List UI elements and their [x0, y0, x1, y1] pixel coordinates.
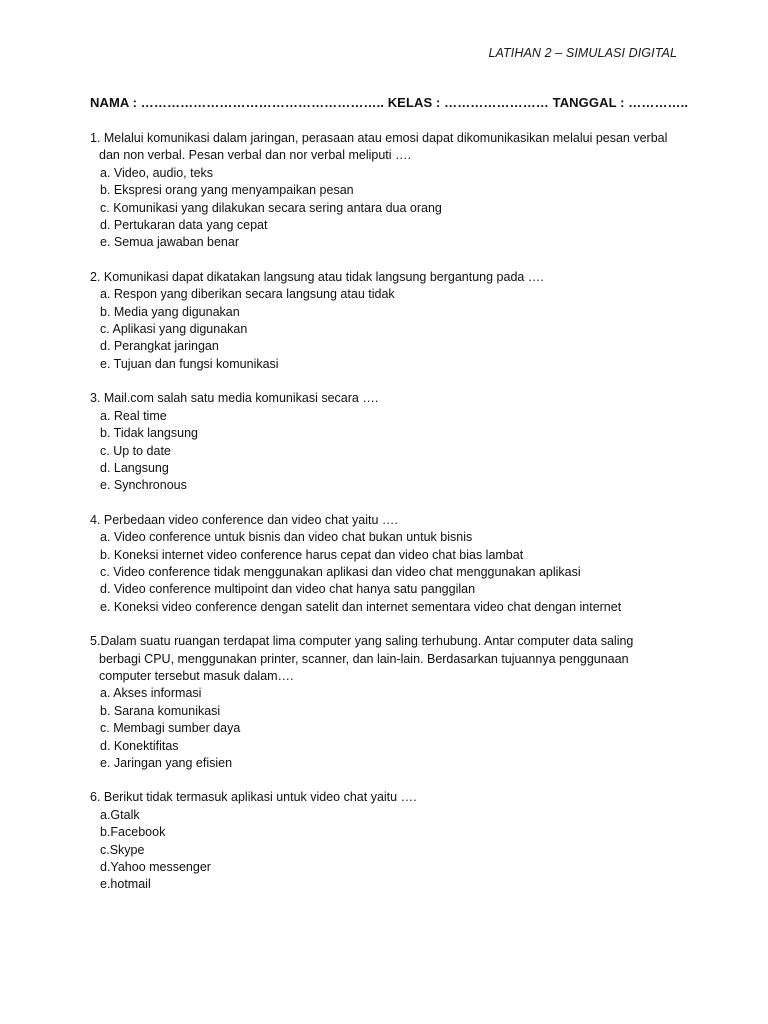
question-line: 2. Komunikasi dapat dikatakan langsung atau tidak langsung bergantung pada ….	[90, 269, 544, 284]
answer-option: c. Aplikasi yang digunakan	[100, 322, 248, 337]
question-line: 1. Melalui komunikasi dalam jaringan, perasaan atau emosi dapat dikomunikasikan melalui pesan verbal	[90, 131, 668, 145]
answer-option: a. Respon yang diberikan secara langsung atau tidak	[100, 287, 395, 302]
question-line: 6. Berikut tidak termasuk aplikasi untuk video chat yaitu ….	[90, 790, 417, 805]
answer-option: b. Tidak langsung	[100, 426, 198, 441]
question-line: 5.Dalam suatu ruangan terdapat lima computer yang saling terhubung. Antar computer data saling	[90, 634, 634, 649]
answer-options	[90, 165, 690, 252]
question-text	[90, 633, 690, 685]
question-text	[90, 512, 690, 529]
question-text	[90, 130, 690, 165]
answer-option: e. Tujuan dan fungsi komunikasi	[100, 356, 279, 371]
answer-options	[90, 286, 690, 373]
answer-option: e.hotmail	[100, 877, 151, 892]
answer-option: b.Facebook	[100, 825, 166, 840]
answer-option: c. Membagi sumber daya	[100, 721, 241, 736]
answer-option: c. Komunikasi yang dilakukan secara sering antara dua orang	[100, 200, 442, 215]
answer-options	[90, 529, 690, 616]
answer-option: d. Konektifitas	[100, 738, 179, 753]
question-list	[90, 130, 690, 911]
answer-option: e. Synchronous	[100, 478, 187, 493]
answer-option: a. Akses informasi	[100, 686, 202, 701]
answer-option: e. Koneksi video conference dengan satelit dan internet sementara video chat dengan internet	[100, 599, 622, 614]
question-4	[90, 512, 690, 616]
answer-options	[90, 807, 690, 894]
answer-option: c.Skype	[100, 842, 145, 857]
answer-option: a. Video conference untuk bisnis dan video chat bukan untuk bisnis	[100, 530, 473, 545]
answer-option: a. Video, audio, teks	[100, 165, 214, 180]
answer-option: d. Langsung	[100, 460, 169, 475]
answer-option: b. Media yang digunakan	[100, 304, 240, 319]
answer-option: e. Semua jawaban benar	[100, 235, 239, 250]
answer-option: d. Pertukaran data yang cepat	[100, 218, 268, 233]
question-3	[90, 390, 690, 494]
question-5	[90, 633, 690, 772]
question-line: dan non verbal. Pesan verbal dan nor verbal meliputi ….	[99, 148, 411, 163]
answer-option: d. Video conference multipoint dan video chat hanya satu panggilan	[100, 582, 476, 597]
question-1	[90, 130, 690, 252]
answer-option: c. Up to date	[100, 443, 171, 458]
question-text	[90, 269, 690, 286]
answer-option: c. Video conference tidak menggunakan aplikasi dan video chat menggunakan aplikasi	[100, 564, 581, 579]
answer-option: a. Real time	[100, 408, 167, 423]
answer-option: b. Ekspresi orang yang menyampaikan pesan	[100, 183, 354, 198]
answer-option: d. Perangkat jaringan	[100, 339, 219, 354]
answer-options	[90, 408, 690, 495]
answer-options	[90, 685, 690, 772]
answer-option: a.Gtalk	[100, 807, 140, 822]
answer-option: b. Koneksi internet video conference harus cepat dan video chat bias lambat	[100, 547, 524, 562]
question-line: 4. Perbedaan video conference dan video chat yaitu ….	[90, 512, 398, 527]
question-line: 3. Mail.com salah satu media komunikasi secara ….	[90, 391, 379, 406]
document-header-title: LATIHAN 2 – SIMULASI DIGITAL	[488, 46, 677, 60]
question-line: berbagi CPU, menggunakan printer, scanner, dan lain-lain. Berdasarkan tujuannya penggunaan	[99, 651, 629, 666]
question-line: computer tersebut masuk dalam….	[99, 668, 294, 683]
identity-line: NAMA : ……………………………………………….. KELAS : …………………… TANGGAL : …………..	[90, 95, 689, 110]
answer-option: d.Yahoo messenger	[100, 860, 211, 875]
question-6	[90, 789, 690, 893]
question-2	[90, 269, 690, 373]
answer-option: b. Sarana komunikasi	[100, 703, 221, 718]
answer-option: e. Jaringan yang efisien	[100, 756, 233, 770]
question-text	[90, 390, 690, 407]
question-text	[90, 789, 690, 806]
